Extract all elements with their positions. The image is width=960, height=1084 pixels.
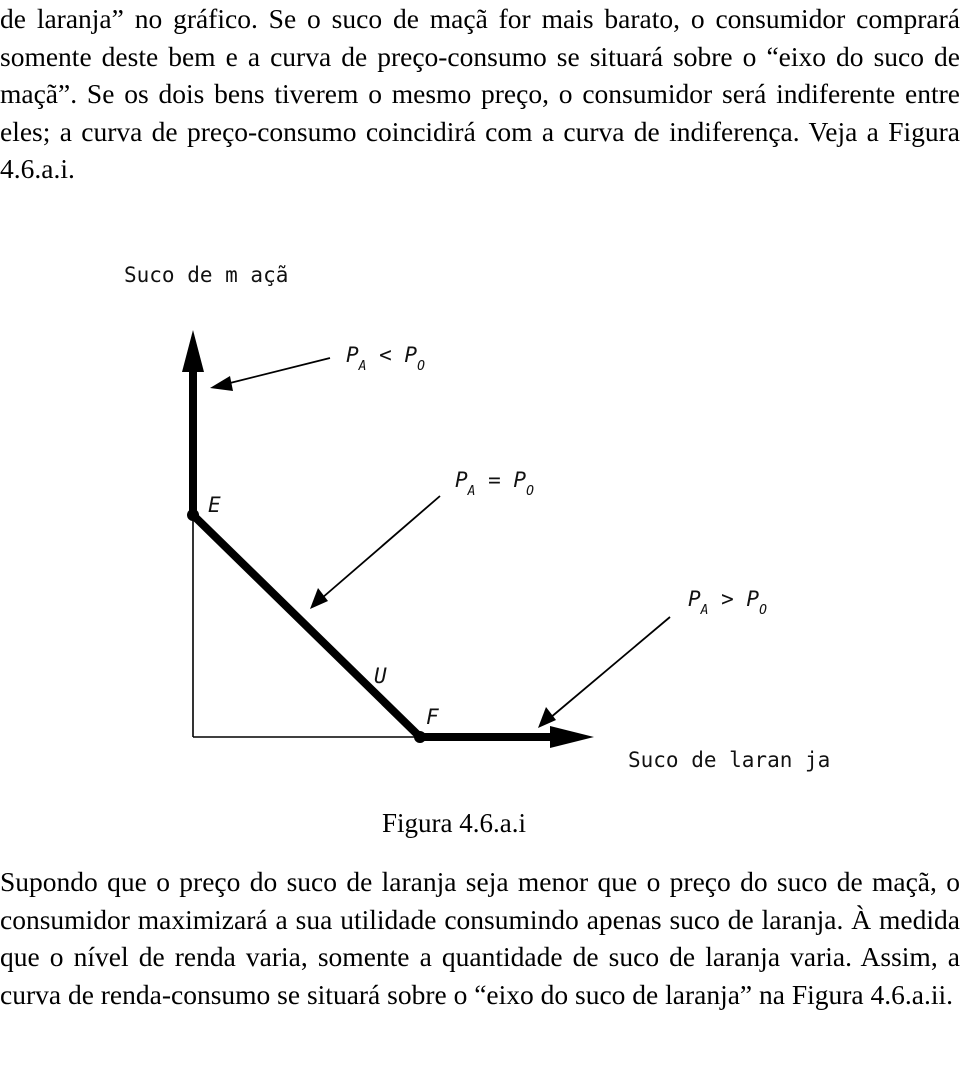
annotation-pa-equal-po: $P_A = P_O$ xyxy=(455,468,534,499)
arrow-eq-head xyxy=(310,588,328,609)
arrow-gt-shaft xyxy=(550,617,670,718)
indifference-curve-segment xyxy=(193,515,420,737)
y-axis-arrowhead xyxy=(182,330,204,372)
arrow-lt-head xyxy=(210,376,233,391)
point-E-label: E xyxy=(208,493,221,517)
bottom-paragraph: Supondo que o preço do suco de laranja seja menor que o preço do suco de maçã, o consumidor maximizará a sua utilidade consumindo apenas suco de laranja. À medida que o nível de renda varia, somente a quantidade de suco de laranja varia. Assim, a curva de renda-consumo se situará sobre o “eixo do suco de laranja” na Figura 4.6.a.ii. xyxy=(0,866,960,1010)
annotation-pa-greater-po: $P_A > P_O$ xyxy=(688,587,767,618)
x-axis-label: Suco de laran ja xyxy=(628,748,831,772)
curve-U-label: U xyxy=(374,664,387,688)
point-F-marker xyxy=(414,731,426,743)
annotation-pa-less-po: $P_A < P_O$ xyxy=(346,343,425,374)
figure-caption: Figura 4.6.a.i xyxy=(382,808,526,838)
arrow-gt-head xyxy=(538,707,556,728)
arrow-eq-shaft xyxy=(322,496,440,598)
x-axis-arrowhead xyxy=(550,726,594,748)
arrow-lt-shaft xyxy=(226,358,330,384)
top-paragraph: de laranja” no gráfico. Se o suco de maçã for mais barato, o consumidor comprará somente deste bem e a curva de preço-consumo se situará sobre o “eixo do suco de maçã”. Se os dois bens tiverem o mesmo preço, o consumidor será indiferente entre eles; a curva de preço-consumo coincidirá com a curva de indiferença. Veja a Figura 4.6.a.i. xyxy=(0,3,960,184)
point-E-marker xyxy=(187,509,199,521)
point-F-label: F xyxy=(426,705,439,729)
y-axis-label: Suco de m açã xyxy=(124,263,289,287)
